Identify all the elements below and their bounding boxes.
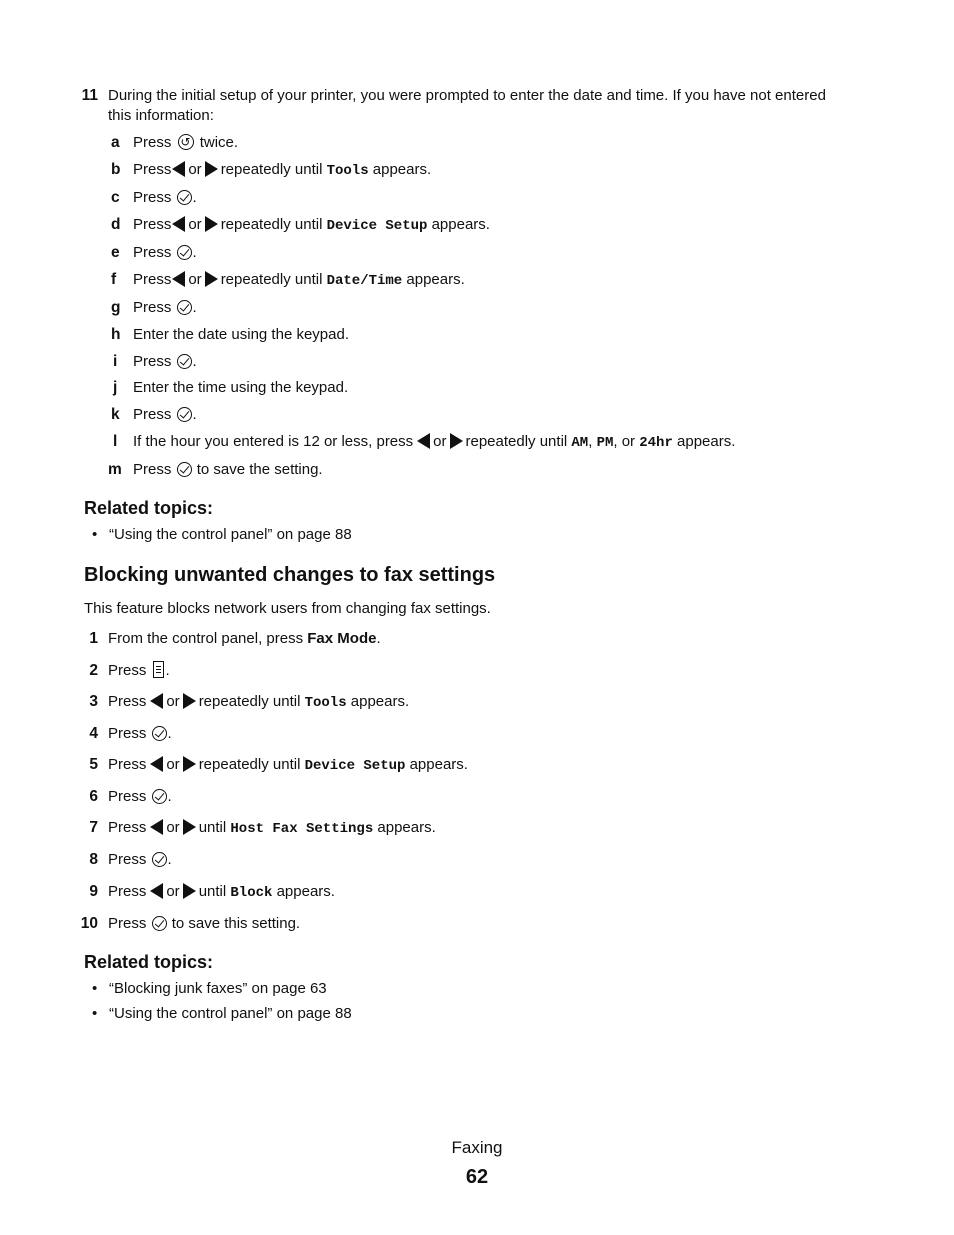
step-3 [108,692,409,713]
step-2 [108,661,170,681]
substep-text: or [188,271,202,288]
substep-text: appears. [431,216,490,233]
step-text: Press [108,883,147,900]
step-text: repeatedly until [198,693,301,710]
substep-text: Press [133,134,172,151]
step-text: or [166,883,180,900]
right-arrow-icon [450,433,463,449]
step-text: this information: [108,107,214,124]
step-number: 3 [89,693,98,710]
step-text: Press [108,756,147,773]
substep-letter: h [111,326,121,343]
step-text: . [167,788,172,805]
left-arrow-icon [172,216,185,232]
substep-text: repeatedly until [220,271,323,288]
left-arrow-icon [150,819,163,835]
step-number: 8 [89,851,98,868]
substep-text: Press [133,161,172,178]
substep-letter: m [108,461,122,478]
left-arrow-icon [172,161,185,177]
step-text: appears. [409,756,468,773]
substep-text: twice. [199,134,239,151]
menu-value: Tools [326,163,369,179]
select-button-icon [152,916,167,931]
substep-text: or [188,161,202,178]
step-text: Press [108,788,147,805]
substep-letter: f [111,271,117,288]
substep-text: , or [613,433,636,450]
right-arrow-icon [183,756,196,772]
step-text: until [198,819,227,836]
select-button-icon [177,245,192,260]
step-text: Press [108,851,147,868]
step-8 [108,850,172,870]
substep-text: appears. [406,271,465,288]
substep-text: . [192,299,197,316]
substep-a [133,133,238,153]
step-text: Press [108,819,147,836]
substep-letter: g [111,299,121,316]
bullet: • [92,1005,98,1022]
step-text: Press [108,662,147,679]
substep-m [133,460,323,480]
menu-value: Device Setup [326,218,428,234]
step-text: or [166,693,180,710]
step-6 [108,787,172,807]
step-text: Press [108,915,147,932]
left-arrow-icon [150,693,163,709]
step-text: . [165,662,170,679]
substep-text: to save the setting. [196,461,323,478]
related-topics-heading: Related topics: [84,952,214,972]
select-button-icon [152,726,167,741]
substep-l [133,432,735,453]
substep-text: . [192,406,197,423]
step-9 [108,882,335,903]
select-button-icon [177,300,192,315]
step-5 [108,755,468,776]
step-text: to save this setting. [171,915,301,932]
right-arrow-icon [183,819,196,835]
substep-text: or [433,433,447,450]
select-button-icon [152,789,167,804]
step-7 [108,818,436,839]
step-number: 6 [89,788,98,805]
step-text: repeatedly until [198,756,301,773]
button-name: Fax Mode [307,630,377,647]
right-arrow-icon [205,271,218,287]
substep-k [133,405,197,425]
step-text: . [376,630,381,647]
substep-letter: e [111,244,120,261]
step-number: 11 [81,87,98,104]
substep-text: Press [133,406,172,423]
bullet: • [92,980,98,997]
related-topics-heading: Related topics: [84,498,214,518]
bullet: • [92,526,98,543]
related-topic-link[interactable]: “Blocking junk faxes” on page 63 [109,980,327,997]
step-number: 9 [89,883,98,900]
substep-text: repeatedly until [220,161,323,178]
step-text: Press [108,725,147,742]
substep-e [133,243,197,263]
left-arrow-icon [417,433,430,449]
substep-letter: b [111,161,121,178]
menu-value: Block [230,885,273,901]
left-arrow-icon [150,883,163,899]
related-topic-link[interactable]: “Using the control panel” on page 88 [109,1005,352,1022]
step-number: 7 [89,819,98,836]
select-button-icon [177,462,192,477]
related-topic-link[interactable]: “Using the control panel” on page 88 [109,526,352,543]
substep-letter: c [111,189,120,206]
substep-text: Press [133,299,172,316]
substep-f [133,270,465,291]
step-text: From the control panel, press [108,630,304,647]
step-number: 10 [80,915,98,932]
substep-text: . [192,189,197,206]
substep-text: or [188,216,202,233]
left-arrow-icon [150,756,163,772]
right-arrow-icon [205,161,218,177]
menu-button-icon [153,661,164,678]
step-text: appears. [350,693,410,710]
substep-text: . [192,244,197,261]
menu-value: AM [571,435,589,451]
menu-value: Device Setup [304,758,406,774]
substep-text: appears. [372,161,432,178]
select-button-icon [152,852,167,867]
menu-value: Host Fax Settings [230,821,374,837]
substep-letter: a [111,134,120,151]
substep-g [133,298,197,318]
step-text: During the initial setup of your printer, you were prompted to enter the date and time. If you have not entered [108,87,826,104]
substep-text: Press [133,216,172,233]
step-text: . [167,851,172,868]
step-number: 4 [89,725,98,742]
section-title: Blocking unwanted changes to fax settings [84,564,496,586]
menu-value: 24hr [639,435,673,451]
substep-d [133,215,490,236]
substep-c [133,188,197,208]
substep-letter: d [111,216,121,233]
step-number: 1 [89,630,98,647]
step-text: Press [108,693,147,710]
menu-value: Tools [304,695,347,711]
substep-text: repeatedly until [465,433,568,450]
step-10 [108,914,300,934]
substep-text: appears. [677,433,736,450]
substep-text: repeatedly until [220,216,323,233]
step-number: 2 [89,662,98,679]
substep-text: If the hour you entered is 12 or less, press [133,433,414,450]
right-arrow-icon [183,693,196,709]
step-text: or [166,819,180,836]
select-button-icon [177,190,192,205]
substep-text: Enter the time using the keypad. [133,379,349,396]
step-text: until [198,883,227,900]
substep-text: Press [133,353,172,370]
substep-b [133,160,431,181]
substep-text: , [588,433,593,450]
step-text: appears. [377,819,436,836]
substep-i [133,352,197,372]
substep-text: Press [133,271,172,288]
substep-text: Enter the date using the keypad. [133,326,349,343]
right-arrow-icon [183,883,196,899]
select-button-icon [177,407,192,422]
section-intro: This feature blocks network users from changing fax settings. [84,600,491,617]
substep-text: . [192,353,197,370]
step-text: . [167,725,172,742]
select-button-icon [177,354,192,369]
substep-letter: j [113,379,118,396]
step-4 [108,724,172,744]
step-number: 5 [89,756,98,773]
step-1 [108,629,381,649]
back-button-icon [178,134,194,150]
step-text: or [166,756,180,773]
menu-value: Date/Time [326,273,403,289]
substep-letter: i [113,353,118,370]
page-number: 62 [465,1166,489,1188]
footer-section-name: Faxing [451,1138,503,1157]
substep-text: Press [133,461,172,478]
substep-text: Press [133,244,172,261]
substep-text: Press [133,189,172,206]
right-arrow-icon [205,216,218,232]
step-text: appears. [276,883,335,900]
left-arrow-icon [172,271,185,287]
substep-letter: k [111,406,120,423]
substep-letter: l [113,433,118,450]
menu-value: PM [596,435,614,451]
